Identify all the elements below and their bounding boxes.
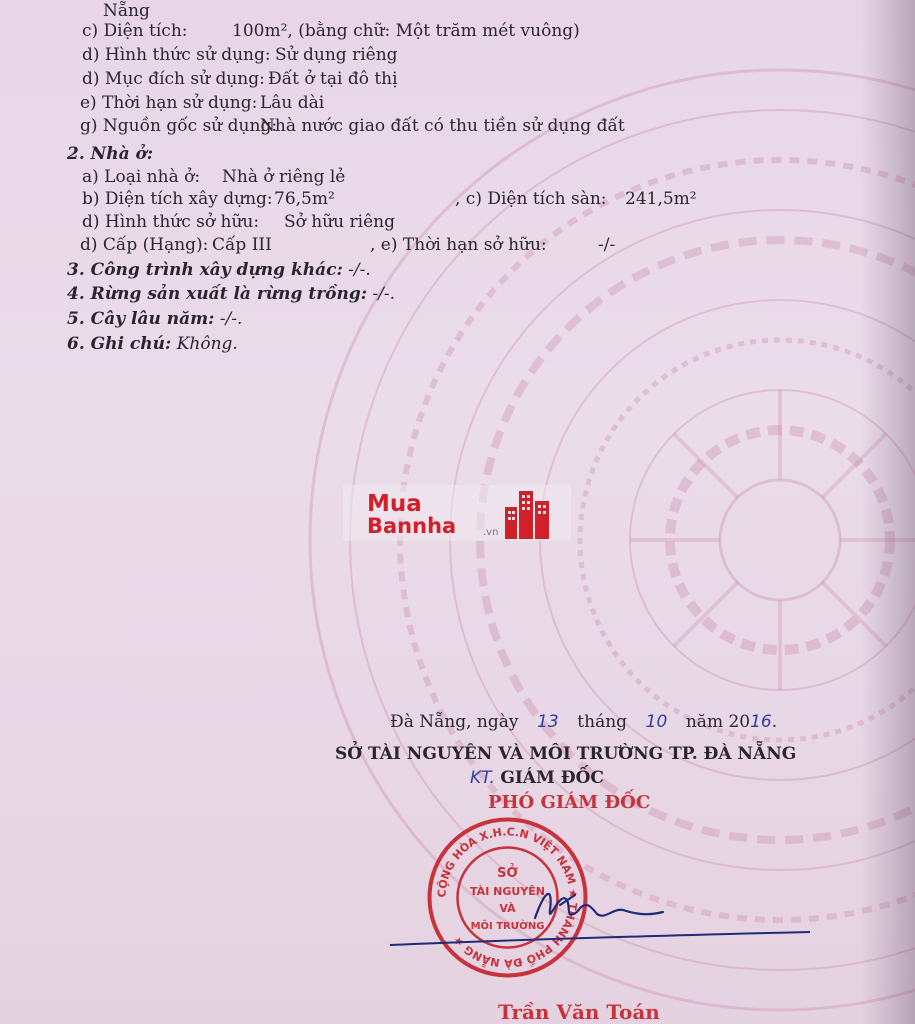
director-title: GIÁM ĐỐC [500, 768, 604, 788]
seal-line3: VÀ [499, 902, 516, 915]
month-label: tháng [577, 712, 628, 732]
house-heading: 2. Nhà ở: [67, 144, 154, 164]
house-type-value: Nhà ở riêng lẻ [222, 167, 346, 187]
seal-line4: MÔI TRƯỜNG [470, 921, 545, 932]
origin-label: g) Nguồn gốc sử dụng: [80, 116, 278, 136]
handwritten-signature [385, 870, 815, 960]
watermark-line1: Mua [367, 491, 422, 517]
build-area-value: 76,5m² [274, 189, 335, 209]
note-value: Không. [176, 334, 238, 354]
land-city-tail [103, 0, 150, 22]
kt-mark: KT. [470, 768, 495, 788]
use-form-value: Sử dụng riêng [275, 45, 398, 65]
site-watermark [343, 485, 571, 541]
perennial-label: 5. Cây lâu năm: [67, 309, 215, 329]
house-area-row [82, 188, 697, 210]
date-prefix: Đà Nẵng, ngày [390, 712, 519, 732]
forest-row [67, 283, 395, 305]
land-use-form-row [82, 44, 398, 66]
construction-value: -/-. [348, 260, 371, 280]
area-value: 100m², (bằng chữ: Một trăm mét vuông) [232, 21, 580, 41]
signer-name: Trần Văn Toán [498, 1000, 660, 1024]
land-purpose-row [82, 68, 398, 90]
build-area-label: b) Diện tích xây dựng: [82, 189, 273, 209]
perennial-value: -/-. [219, 309, 243, 329]
term-value: Lâu dài [260, 93, 325, 113]
seal-ring-text: CỘNG HÒA X.H.C.N VIỆT NAM ★ THÀNH PHỐ ĐÀ NẴNG ★ [435, 825, 580, 970]
page-edge-shadow [860, 0, 915, 1024]
note-label: 6. Ghi chú: [67, 334, 172, 354]
floor-area-value: 241,5m² [625, 189, 697, 209]
own-term-label: , e) Thời hạn sở hữu: [370, 235, 547, 255]
purpose-label: d) Mục đích sử dụng: [82, 69, 265, 89]
date-month: 10 [645, 712, 668, 732]
date-day: 13 [537, 712, 559, 732]
own-term-value: -/- [598, 235, 616, 255]
floor-area-label: , c) Diện tích sàn: [455, 189, 607, 209]
construction-label: 3. Công trình xây dựng khác: [67, 260, 343, 280]
land-area-row [82, 20, 580, 42]
city-tail-text: Nẵng [103, 1, 150, 21]
agency-name: SỞ TÀI NGUYÊN VÀ MÔI TRƯỜNG TP. ĐÀ NẴNG [335, 744, 797, 764]
seal-line2: TÀI NGUYÊN [470, 885, 545, 898]
house-type-row [82, 166, 346, 188]
forest-value: -/-. [372, 284, 396, 304]
note-row [67, 333, 238, 355]
construction-row [67, 259, 371, 281]
purpose-value: Đất ở tại đô thị [268, 69, 398, 89]
watermark-suffix: .vn [483, 527, 499, 538]
house-grade-row [80, 234, 616, 256]
issue-date [390, 712, 777, 732]
building-logo-icon [503, 487, 551, 539]
area-label: c) Diện tích: [82, 21, 188, 41]
forest-label: 4. Rừng sản xuất là rừng trồng: [67, 284, 368, 304]
land-term-row [80, 92, 325, 114]
origin-value: Nhà nước giao đất có thu tiền sử dụng đất [260, 116, 625, 136]
watermark-line2: Bannha [367, 514, 457, 538]
house-type-label: a) Loại nhà ở: [82, 167, 201, 187]
year-label: năm 20 [685, 712, 751, 732]
use-form-label: d) Hình thức sử dụng: [82, 45, 271, 65]
ownership-label: d) Hình thức sở hữu: [82, 212, 260, 232]
term-label: e) Thời hạn sử dụng: [80, 93, 258, 113]
deputy-title: PHÓ GIÁM ĐỐC [488, 792, 651, 813]
house-ownership-row [82, 211, 395, 233]
year-suffix: 16 [750, 712, 772, 732]
ownership-value: Sở hữu riêng [284, 212, 395, 232]
date-end: . [771, 712, 778, 732]
grade-label: d) Cấp (Hạng): [80, 235, 209, 255]
perennial-row [67, 308, 242, 330]
land-origin-row [80, 115, 625, 137]
director-line [470, 768, 604, 788]
seal-line1: SỞ [497, 866, 518, 881]
grade-value: Cấp III [212, 235, 272, 255]
